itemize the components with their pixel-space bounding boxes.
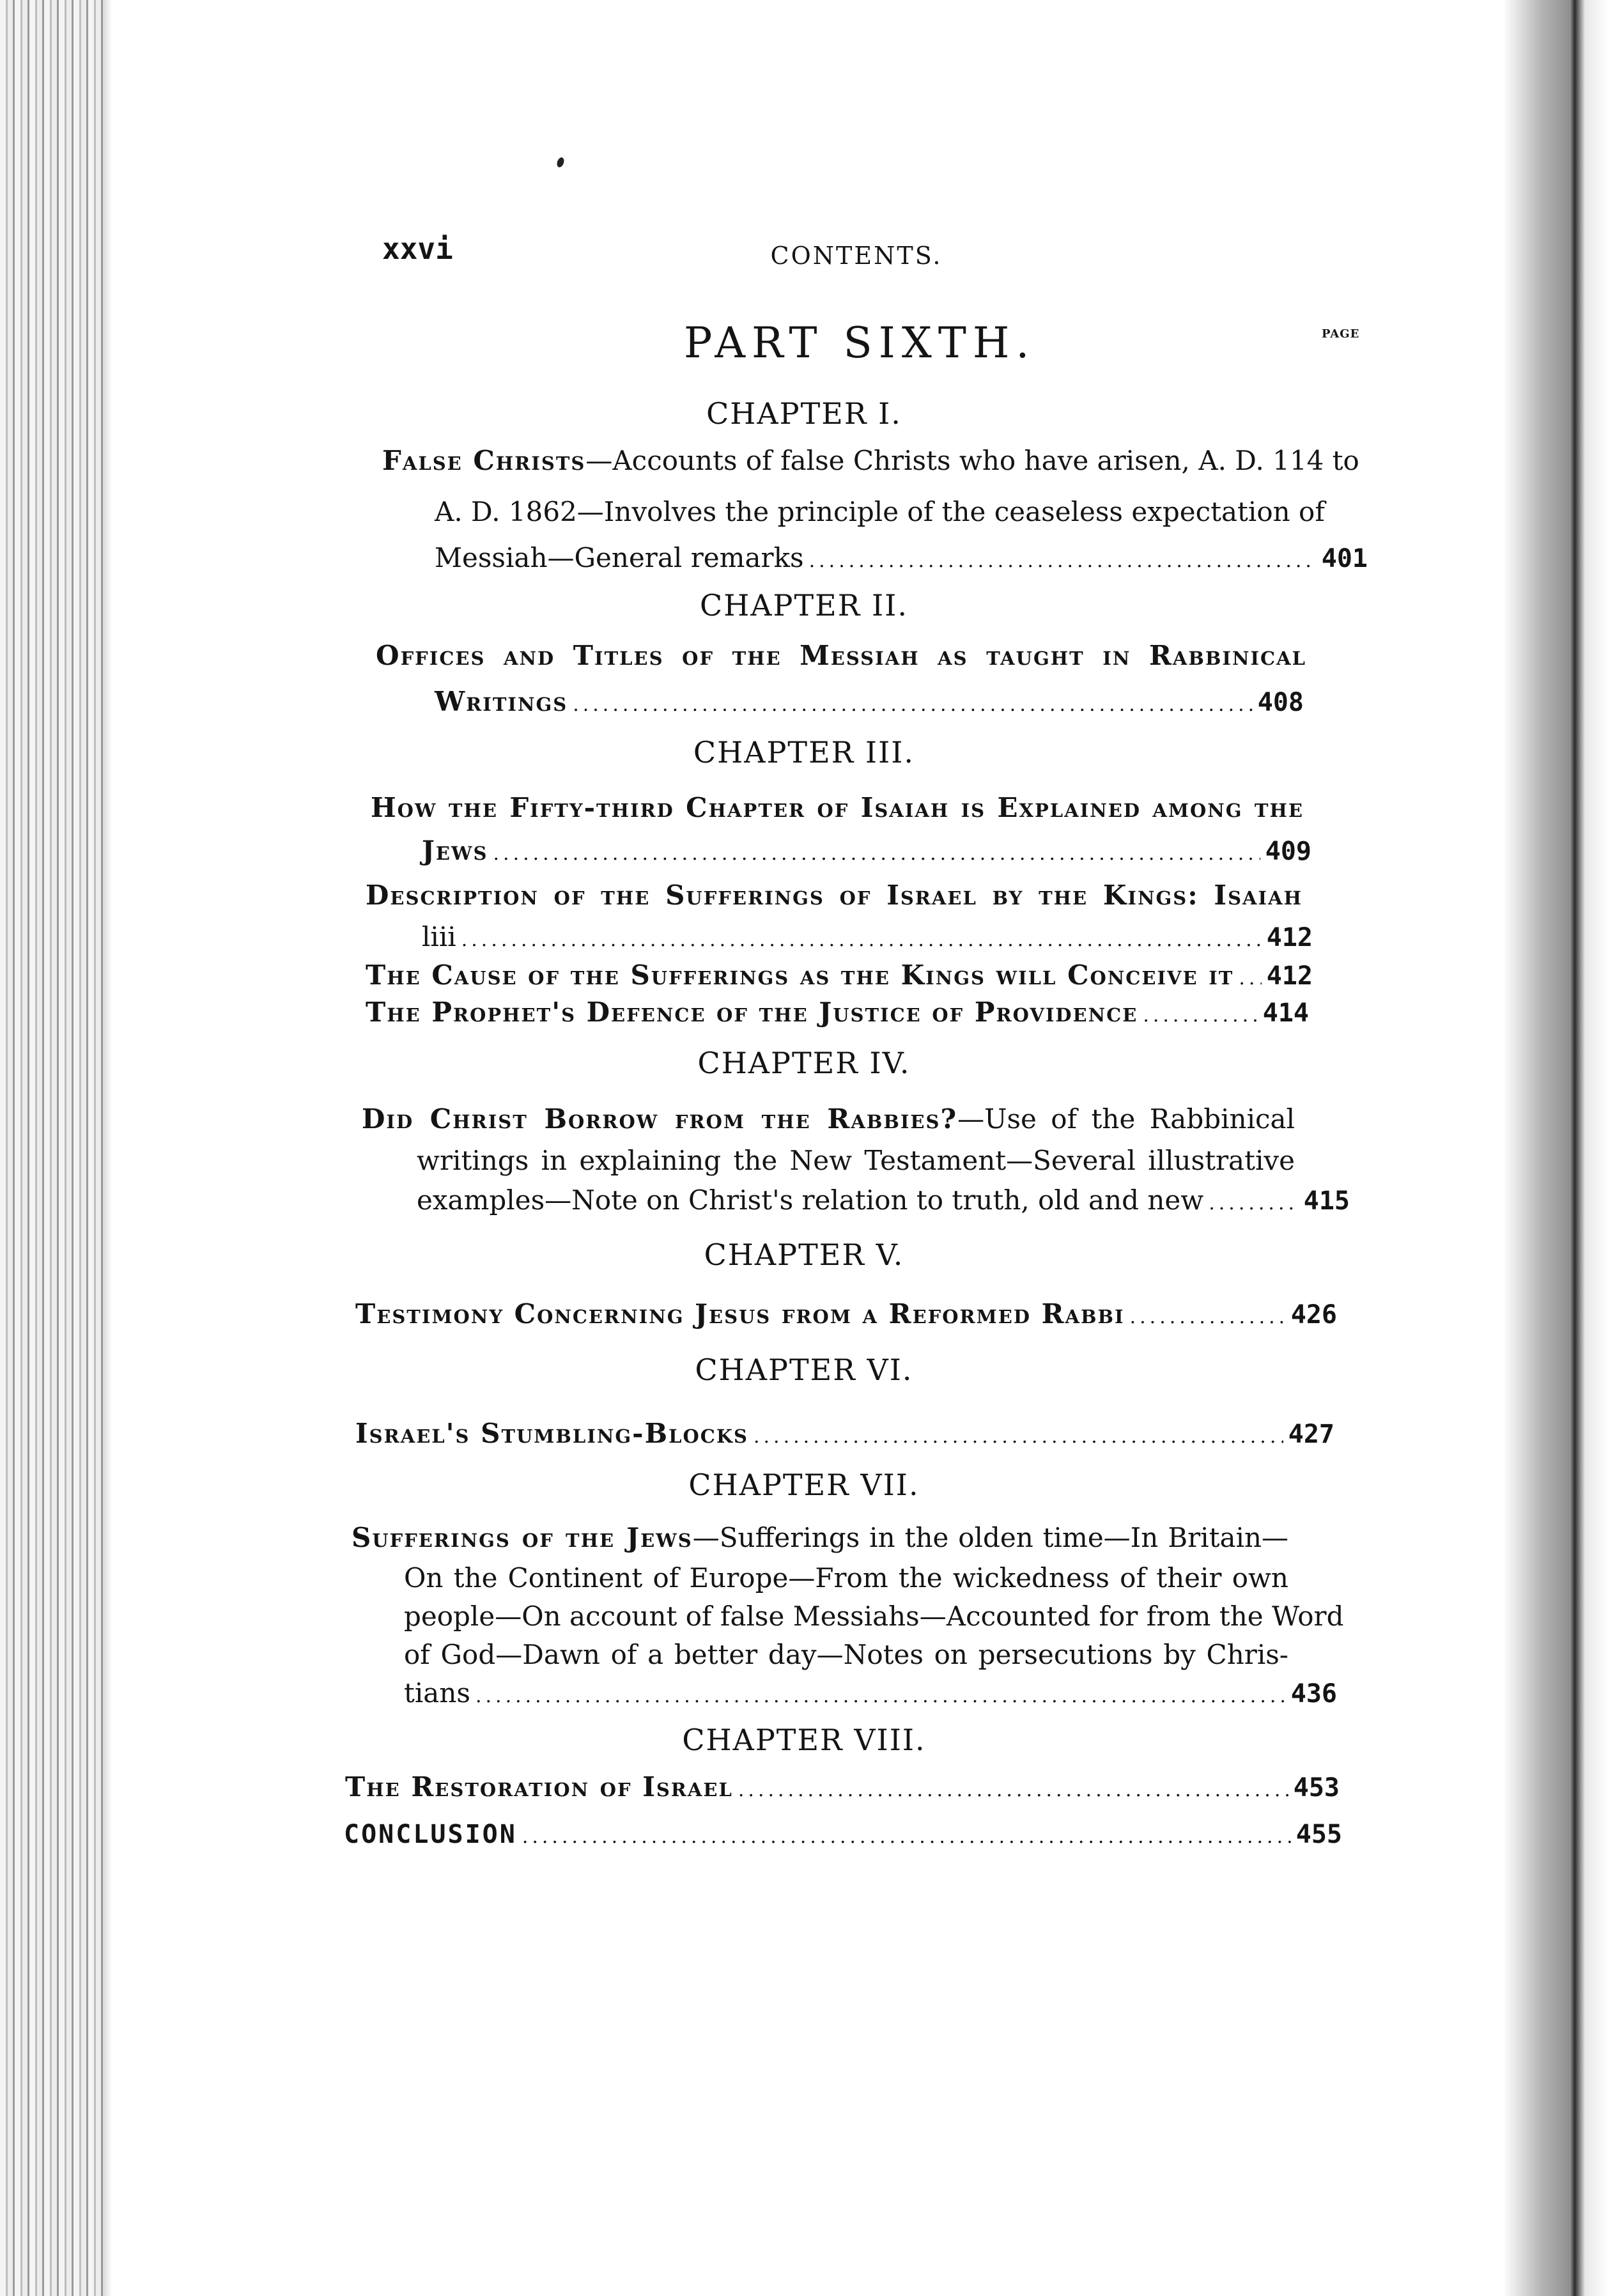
entry-text	[366, 959, 1234, 991]
toc-entry-line	[371, 792, 1304, 823]
running-head: CONTENTS.	[770, 242, 943, 270]
dot-leader	[461, 931, 1262, 950]
chapter-heading-chapter-v: CHAPTER V.	[704, 1237, 904, 1272]
entry-description: Messiah—General remarks	[435, 542, 804, 573]
toc-entry-line	[422, 921, 1313, 952]
entry-page-number: 414	[1262, 998, 1309, 1028]
entry-text	[404, 1677, 470, 1709]
toc-entry-line	[435, 542, 1368, 573]
entry-title: How the Fifty-third Chapter of Isaiah is Explained among the	[371, 792, 1304, 823]
entry-title: Did Christ Borrow from the Rabbies?	[362, 1103, 958, 1135]
toc-entry-line	[417, 1184, 1350, 1216]
entry-description: —Accounts of false Christs who have arisen, A. D. 114 to	[585, 445, 1359, 476]
toc-entry-line	[435, 496, 1325, 527]
chapter-heading-chapter-vii: CHAPTER VII.	[688, 1468, 920, 1502]
chapter-heading-chapter-vi: CHAPTER VI.	[695, 1353, 913, 1387]
chapter-heading-chapter-viii: CHAPTER VIII.	[682, 1723, 926, 1757]
part-title: PART SIXTH.	[684, 318, 1036, 368]
ink-speck	[556, 157, 566, 168]
entry-page-number: 436	[1290, 1679, 1337, 1709]
entry-title: Testimony Concerning Jesus from a Reformed Rabbi	[355, 1298, 1125, 1330]
entry-description: —Use of the Rabbinical	[957, 1103, 1295, 1135]
entry-title: The Cause of the Sufferings as the Kings will Conceive it	[366, 959, 1234, 991]
entry-description: of God—Dawn of a better day—Notes on persecutions by Chris-	[404, 1639, 1288, 1670]
page-edge-shadow	[1503, 0, 1608, 2296]
toc-entry-line	[404, 1641, 1288, 1668]
dot-leader	[738, 1781, 1288, 1800]
dot-leader	[1239, 969, 1261, 988]
entry-text	[422, 921, 456, 952]
toc-entry-line	[366, 882, 1303, 909]
toc-entry-line	[362, 1103, 1295, 1135]
toc-entry-line	[345, 1771, 1340, 1803]
entry-title: Writings	[435, 686, 568, 717]
dot-leader	[475, 1687, 1286, 1706]
conclusion-label: CONCLUSION	[344, 1820, 517, 1849]
entry-text	[345, 1771, 733, 1803]
toc-entry-line	[355, 1298, 1337, 1330]
chapter-heading-chapter-ii: CHAPTER II.	[700, 588, 908, 623]
chapter-heading-chapter-i: CHAPTER I.	[706, 396, 902, 431]
toc-entry-line	[352, 1524, 1288, 1551]
dot-leader	[522, 1827, 1291, 1847]
dot-leader	[1143, 1006, 1257, 1025]
dot-leader	[1130, 1308, 1286, 1327]
entry-page-number: 401	[1321, 544, 1368, 573]
entry-page-number: 427	[1288, 1420, 1334, 1449]
entry-page-number: 408	[1257, 688, 1304, 717]
entry-description: people—On account of false Messiahs—Accounted for from the Word	[404, 1601, 1344, 1632]
toc-entry-line	[366, 999, 1309, 1026]
entry-description: liii	[422, 921, 456, 952]
toc-entry-line	[355, 1420, 1334, 1447]
entry-title: Offices and Titles of the Messiah as taught in Rabbinical	[376, 640, 1306, 671]
entry-page-number: 426	[1290, 1300, 1337, 1330]
entry-description: On the Continent of Europe—From the wickedness of their own	[404, 1562, 1288, 1594]
toc-entry-line	[422, 837, 1311, 864]
dot-leader	[573, 695, 1253, 715]
entry-text	[366, 999, 1138, 1026]
page-column-label: PAGE	[1322, 327, 1360, 341]
book-binding-edge	[0, 0, 112, 2296]
entry-text	[417, 1184, 1204, 1216]
entry-title: Israel's Stumbling-Blocks	[355, 1418, 748, 1449]
entry-title: The Prophet's Defence of the Justice of Providence	[366, 997, 1138, 1028]
toc-entry-line	[366, 959, 1313, 991]
entry-title: False Christs	[382, 445, 586, 476]
entry-description: examples—Note on Christ's relation to truth, old and new	[417, 1184, 1204, 1216]
entry-text	[435, 542, 804, 573]
dot-leader	[493, 844, 1260, 864]
toc-conclusion	[344, 1822, 1342, 1847]
dot-leader	[1209, 1194, 1299, 1213]
toc-entry-line	[404, 1562, 1288, 1594]
page-number: xxvi	[382, 231, 453, 266]
toc-entry-line	[376, 642, 1306, 669]
entry-page-number: 412	[1266, 961, 1313, 991]
toc-entry-line	[404, 1601, 1344, 1632]
entry-description: tians	[404, 1677, 470, 1709]
entry-description: writings in explaining the New Testament—Several illustrative	[417, 1145, 1295, 1176]
conclusion-page: 455	[1295, 1820, 1342, 1849]
entry-description: —Sufferings in the olden time—In Britain—	[692, 1522, 1288, 1553]
entry-text	[422, 837, 488, 864]
toc-entry-line	[404, 1677, 1337, 1709]
entry-text	[435, 688, 568, 715]
toc-entry-line	[417, 1147, 1295, 1174]
entry-page-number: 412	[1266, 923, 1313, 952]
toc-entry-line	[382, 445, 1359, 476]
dot-leader	[754, 1427, 1283, 1447]
entry-title: The Restoration of Israel	[345, 1771, 733, 1803]
chapter-heading-chapter-iv: CHAPTER IV.	[697, 1046, 911, 1080]
entry-page-number: 453	[1293, 1773, 1340, 1803]
entry-description: A. D. 1862—Involves the principle of the ceaseless expectation of	[435, 496, 1325, 527]
entry-text	[355, 1420, 748, 1447]
entry-page-number: 409	[1265, 837, 1311, 866]
entry-title: Jews	[422, 835, 488, 866]
entry-text	[355, 1298, 1125, 1330]
entry-title: Description of the Sufferings of Israel by the Kings: Isaiah	[366, 880, 1303, 911]
entry-page-number: 415	[1303, 1186, 1350, 1216]
dot-leader	[809, 552, 1317, 571]
chapter-heading-chapter-iii: CHAPTER III.	[693, 735, 915, 770]
entry-title: Sufferings of the Jews	[352, 1522, 693, 1553]
toc-entry-line	[435, 688, 1304, 715]
